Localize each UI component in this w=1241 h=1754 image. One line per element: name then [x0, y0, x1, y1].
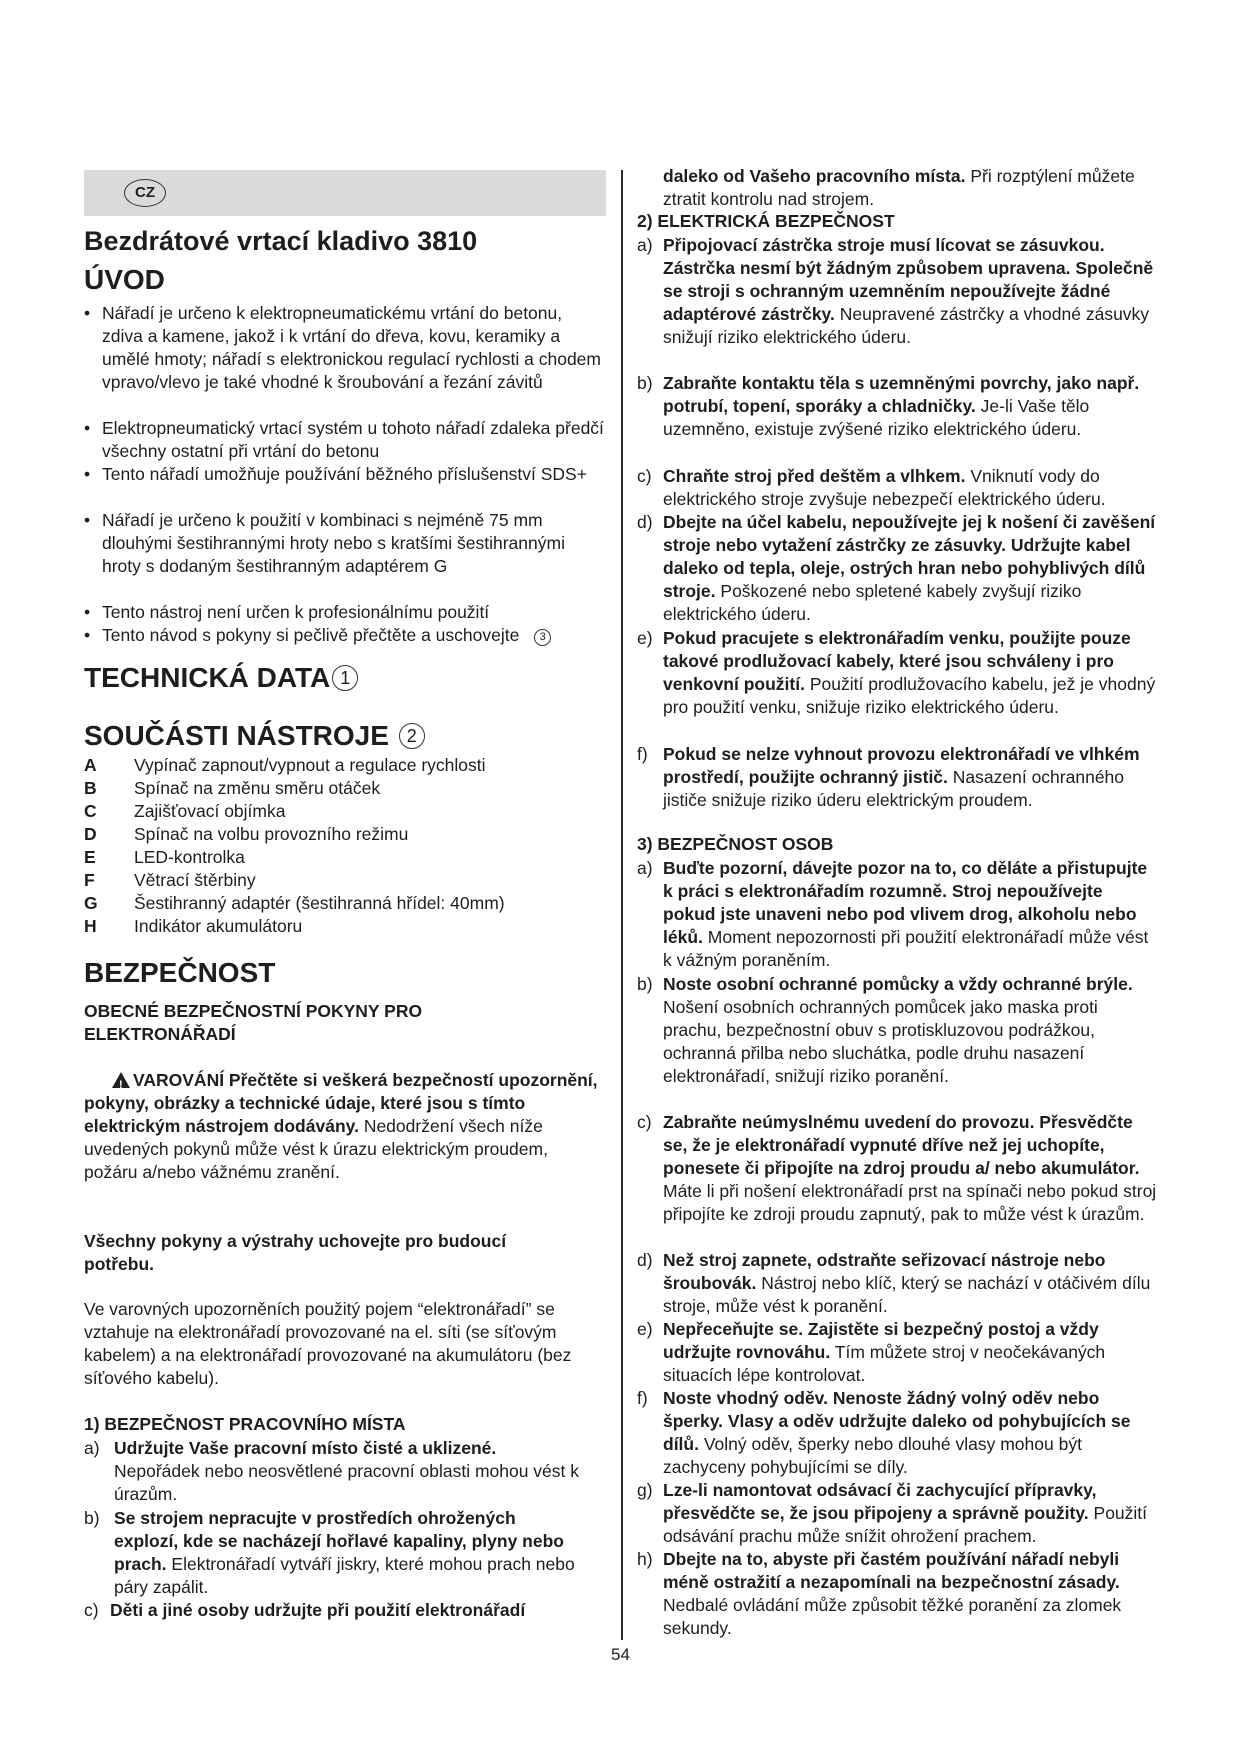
- language-code-badge: CZ: [124, 179, 166, 207]
- s3-heading: 3) BEZPEČNOST OSOB: [637, 834, 834, 854]
- s1-item-a: [84, 1437, 584, 1506]
- intro-bullet-6: • Tento návod s pokyny si pečlivě přečtěte a uschovejte 3: [84, 624, 604, 647]
- item-body-text: Tím můžete stroj v neočekávaných situacích lépe kontrolovat.: [663, 1342, 1106, 1385]
- s2-item-f: [637, 743, 1157, 812]
- s1-item-c: [84, 1599, 584, 1622]
- s1-heading: 1) BEZPEČNOST PRACOVNÍHO MÍSTA: [84, 1414, 406, 1434]
- item-bold-text-part1: Děti a jiné osoby udržujte při použití elektronářadí: [110, 1600, 526, 1620]
- s1-item-c-continued: [637, 165, 1157, 211]
- part-letter: G: [84, 893, 98, 913]
- item-body-text: Nedbalé ovládání může způsobit těžké poranění za zlomek sekundy.: [663, 1595, 1122, 1638]
- s3-item-e: [637, 1318, 1157, 1387]
- part-row: [84, 754, 604, 777]
- intro-bullet-3: • Tento nářadí umožňuje používání běžného příslušenství SDS+: [84, 464, 587, 484]
- item-body-text: Je-li Vaše tělo uzemněno, existuje zvýšené riziko elektrického úderu.: [663, 396, 1090, 439]
- item-bold-text: Se strojem nepracujte v prostředích ohrožených explozí, kde se nacházejí hořlavé kapaliny, plyny nebo prach.: [114, 1508, 564, 1574]
- item-bold-text: Lze-li namontovat odsávací či zachycující přípravky, přesvědčte se, že jsou připojeny a správně použity.: [663, 1480, 1097, 1523]
- figure-ref-3: 3: [534, 629, 551, 646]
- s2-item-d: [637, 511, 1157, 626]
- item-bold-text: Připojovací zástrčka stroje musí lícovat se zásuvkou. Zástrčka nesmí být žádným způsobem upravena. Společně se stroji s ochranným uzemněním nepoužívejte žádné adaptérové zástrčky.: [663, 235, 1154, 324]
- intro-bullet-text: Nářadí je určeno k elektropneumatickému vrtání do betonu, zdiva a kamene, jakož i k vrtání do dřeva, kovu, keramiky a umělé hmoty; nářadí s elektronickou regulací rychlosti a chodem vpravo/vlevo je také vhodné k šroubování a řezání závitů: [102, 303, 601, 392]
- s1-item-b: [84, 1507, 584, 1599]
- item-bold-text: Dbejte na to, abyste při častém používání nářadí nebyli méně ostražití a nezapomínali na bezpečnostní zásady.: [663, 1549, 1120, 1592]
- intro-bullet-text: Elektropneumatický vrtací systém u tohoto nářadí zdaleka předčí všechny ostatní při vrtání do betonu: [102, 418, 604, 461]
- s2-heading: 2) ELEKTRICKÁ BEZPEČNOST: [637, 211, 895, 231]
- intro-bullet-text: Tento nářadí umožňuje používání běžného příslušenství SDS+: [102, 464, 587, 484]
- item-body-text: Nasazení ochranného jističe snižuje riziko úderu elektrickým proudem.: [663, 767, 1125, 810]
- s2-item-e: [637, 627, 1157, 719]
- language-header-bar: [84, 170, 606, 216]
- intro-bullet-5: • Tento nástroj není určen k profesionálnímu použití: [84, 602, 490, 622]
- intro-heading: ÚVOD: [84, 264, 165, 295]
- intro-bullet-text: Nářadí je určeno k použití v kombinaci s nejméně 75 mm dlouhými šestihrannými hroty nebo s kratšími šestihrannými hroty s dodaným šestihranným adaptérem G: [102, 510, 565, 576]
- s3-item-c: [637, 1111, 1157, 1226]
- item-letter: b): [84, 1508, 100, 1528]
- item-body-text: Poškozené nebo spletené kabely zvyšují riziko elektrického úderu.: [663, 581, 1082, 624]
- item-bold-text: Noste vhodný oděv. Nenoste žádný volný oděv nebo šperky. Vlasy a oděv udržujte daleko od pohybujících se dílů.: [663, 1388, 1131, 1454]
- item-body-text: Při rozptýlení můžete ztratit kontrolu nad strojem.: [663, 166, 1135, 209]
- item-bold-text: Buďte pozorní, dávejte pozor na to, co děláte a přistupujte k práci s elektronářadím rozumně. Stroj nepoužívejte pokud jste unaveni nebo pod vlivem drog, alkoholu nebo léků.: [663, 858, 1148, 947]
- part-row: [84, 869, 604, 892]
- warning-body-text: Nedodržení všech níže uvedených pokynů může vést k úrazu elektrickým proudem, požáru a/nebo vážnému zranění.: [84, 1116, 548, 1182]
- item-body-text: Nepořádek nebo neosvětlené pracovní oblasti mohou vést k úrazům.: [114, 1461, 580, 1504]
- item-letter: b): [637, 974, 653, 994]
- item-body-text: Volný oděv, šperky nebo dlouhé vlasy mohou být zachyceny pohybujícími se díly.: [663, 1434, 1082, 1477]
- keep-instructions: Všechny pokyny a výstrahy uchovejte pro budoucí potřebu.: [84, 1231, 507, 1274]
- warning-bold-text: VAROVÁNÍ Přečtěte si veškerá bezpečností upozornění, pokyny, obrázky a technické údaje, které jsou s tímto elektrickým nástrojem dodávány.: [84, 1070, 598, 1136]
- safety-heading: BEZPEČNOST: [84, 957, 276, 988]
- item-letter: c): [637, 466, 652, 486]
- safety-subheading: OBECNÉ BEZPEČNOSTNÍ POKYNY PRO ELEKTRONÁŘADÍ: [84, 1001, 423, 1044]
- part-text: Spínač na změnu směru otáček: [134, 778, 381, 798]
- item-body-text: Vniknutí vody do elektrického stroje zvyšuje nebezpečí elektrického úderu.: [663, 466, 1106, 509]
- s3-item-h: [637, 1548, 1157, 1640]
- item-body-text: Elektronářadí vytváří jiskry, které mohou prach nebo páry zapálit.: [114, 1554, 575, 1597]
- item-letter: c): [84, 1600, 99, 1620]
- part-letter: F: [84, 870, 95, 890]
- figure-ref-2: 2: [399, 723, 425, 749]
- part-letter: B: [84, 778, 97, 798]
- parts-title: SOUČÁSTI NÁSTROJE: [84, 720, 389, 751]
- item-body-text: Moment nepozornosti při použití elektronářadí může vést k vážným poraněním.: [663, 927, 1149, 970]
- item-letter: a): [637, 858, 653, 878]
- column-divider: [621, 170, 623, 1640]
- item-bold-text: Noste osobní ochranné pomůcky a vždy ochranné brýle.: [663, 974, 1133, 994]
- s3-item-b: [637, 973, 1157, 1088]
- part-row: [84, 846, 604, 869]
- item-bold-text-part2: daleko od Vašeho pracovního místa.: [663, 166, 966, 186]
- item-letter: b): [637, 373, 653, 393]
- item-letter: c): [637, 1112, 652, 1132]
- s2-item-a: [637, 234, 1157, 349]
- item-body-text: Použití odsávání prachu může snížit ohrožení prachem.: [663, 1503, 1148, 1546]
- item-bold-text: Chraňte stroj před deštěm a vlhkem.: [663, 466, 966, 486]
- intro-bullet-1: • Nářadí je určeno k elektropneumatickému vrtání do betonu, zdiva a kamene, jakož i k vrtání do dřeva, kovu, keramiky a umělé hmoty; nářadí s elektronickou regulací rychlosti a chodem vpravo/vlevo je také vhodné k šroubování a řezání závitů: [84, 302, 604, 394]
- item-letter: e): [637, 628, 653, 648]
- intro-bullet-4: • Nářadí je určeno k použití v kombinaci s nejméně 75 mm dlouhými šestihrannými hroty nebo s kratšími šestihrannými hroty s dodaným šestihranným adaptérem G: [84, 510, 565, 576]
- item-bold-text: Dbejte na účel kabelu, nepoužívejte jej k nošení či zavěšení stroje nebo vytažení zástrčky ze zásuvky. Udržujte kabel daleko od tepla, oleje, ostrých hran nebo pohyblivých dílů stroje.: [663, 512, 1156, 601]
- item-letter: f): [637, 744, 648, 764]
- part-row: [84, 777, 604, 800]
- s3-item-f: [637, 1387, 1157, 1479]
- item-bold-text: Nepřeceňujte se. Zajistěte si bezpečný postoj a vždy udržujte rovnováhu.: [663, 1319, 1099, 1362]
- item-letter: g): [637, 1480, 653, 1500]
- part-text: Spínač na volbu provozního režimu: [134, 824, 409, 844]
- item-letter: f): [637, 1388, 648, 1408]
- part-text: Indikátor akumulátoru: [134, 916, 303, 936]
- part-row: [84, 915, 604, 938]
- s3-item-g: [637, 1479, 1157, 1548]
- s3-item-a: [637, 857, 1157, 972]
- part-row: [84, 800, 604, 823]
- intro-bullet-2: • Elektropneumatický vrtací systém u tohoto nářadí zdaleka předčí všechny ostatní při vrtání do betonu: [84, 418, 604, 461]
- item-letter: e): [637, 1319, 653, 1339]
- item-letter: h): [637, 1549, 653, 1569]
- item-bold-text: Pokud pracujete s elektronářadím venku, použijte pouze takové prodlužovací kabely, které jsou schváleny i pro venkovní použití.: [663, 628, 1131, 694]
- item-body-text: Neupravené zástrčky a vhodné zásuvky snižují riziko elektrického úderu.: [663, 304, 1150, 347]
- item-bold-text: Zabraňte neúmyslnému uvedení do provozu. Přesvědčte se, že je elektronářadí vypnuté dříve než jej uchopíte, ponesete či připojíte na zdroj proudu a/ nebo akumulátor.: [663, 1112, 1140, 1178]
- parts-heading: [84, 720, 425, 752]
- item-body-text: Nástroj nebo klíč, který se nachází v otáčivém dílu stroje, může vést k poranění.: [663, 1273, 1151, 1316]
- part-letter: D: [84, 824, 97, 844]
- s3-item-d: [637, 1249, 1157, 1318]
- part-text: LED-kontrolka: [134, 847, 245, 867]
- item-letter: d): [637, 1250, 653, 1270]
- part-letter: E: [84, 847, 96, 867]
- technical-data-title: TECHNICKÁ DATA: [84, 662, 331, 693]
- item-body-text: Nošení osobních ochranných pomůcek jako maska proti prachu, bezpečnostní obuv s protiskluzovou podrážkou, ochranná přilba nebo sluchátka, podle druhu nasazení elektronářadí, snižují riziko poranění.: [663, 997, 1098, 1086]
- item-bold-text: Než stroj zapnete, odstraňte seřizovací nástroje nebo šroubovák.: [663, 1250, 1106, 1293]
- page-number: 54: [611, 1645, 630, 1664]
- intro-bullet-text: Tento nástroj není určen k profesionálnímu použití: [102, 602, 490, 622]
- part-text: Větrací štěrbiny: [134, 870, 256, 890]
- term-definition: Ve varovných upozorněních použitý pojem “elektronářadí” se vztahuje na elektronářadí provozované na el. síti (se síťovým kabelem) a na elektronářadí provozované na akumulátoru (bez síťového kabelu).: [84, 1299, 572, 1388]
- part-letter: C: [84, 801, 97, 821]
- part-text: Šestihranný adaptér (šestihranná hřídel: 40mm): [134, 893, 505, 913]
- part-text: Vypínač zapnout/vypnout a regulace rychlosti: [134, 755, 486, 775]
- s2-item-c: [637, 465, 1157, 511]
- part-letter: H: [84, 916, 97, 936]
- item-bold-text: Pokud se nelze vyhnout provozu elektronářadí ve vlhkém prostředí, použijte ochranný jistič.: [663, 744, 1140, 787]
- item-letter: a): [637, 235, 653, 255]
- s2-item-b: [637, 372, 1157, 441]
- item-bold-text: Zabraňte kontaktu těla s uzemněnými povrchy, jako např. potrubí, topení, sporáky a chladničky.: [663, 373, 1140, 416]
- warning-triangle-icon: [112, 1072, 130, 1088]
- intro-bullet-text: Tento návod s pokyny si pečlivě přečtěte a uschovejte: [102, 625, 520, 645]
- document-title: Bezdrátové vrtací kladivo 3810: [84, 226, 478, 256]
- item-letter: a): [84, 1438, 100, 1458]
- technical-data-heading: [84, 662, 358, 694]
- part-row: [84, 892, 604, 915]
- part-text: Zajišťovací objímka: [134, 801, 286, 821]
- figure-ref-1: 1: [332, 665, 358, 691]
- warning-paragraph: [84, 1069, 599, 1184]
- item-letter: d): [637, 512, 653, 532]
- item-body-text: Máte li při nošení elektronářadí prst na spínači nebo pokud stroj připojíte ke zdroji proudu zapnutý, pak to může vést k úrazům.: [663, 1181, 1157, 1224]
- item-body-text: Použití prodlužovacího kabelu, jež je vhodný pro použití venku, snižuje riziko elektrického úderu.: [663, 674, 1156, 717]
- item-bold-text: Udržujte Vaše pracovní místo čisté a uklizené.: [114, 1438, 497, 1458]
- part-letter: A: [84, 755, 97, 775]
- part-row: [84, 823, 604, 846]
